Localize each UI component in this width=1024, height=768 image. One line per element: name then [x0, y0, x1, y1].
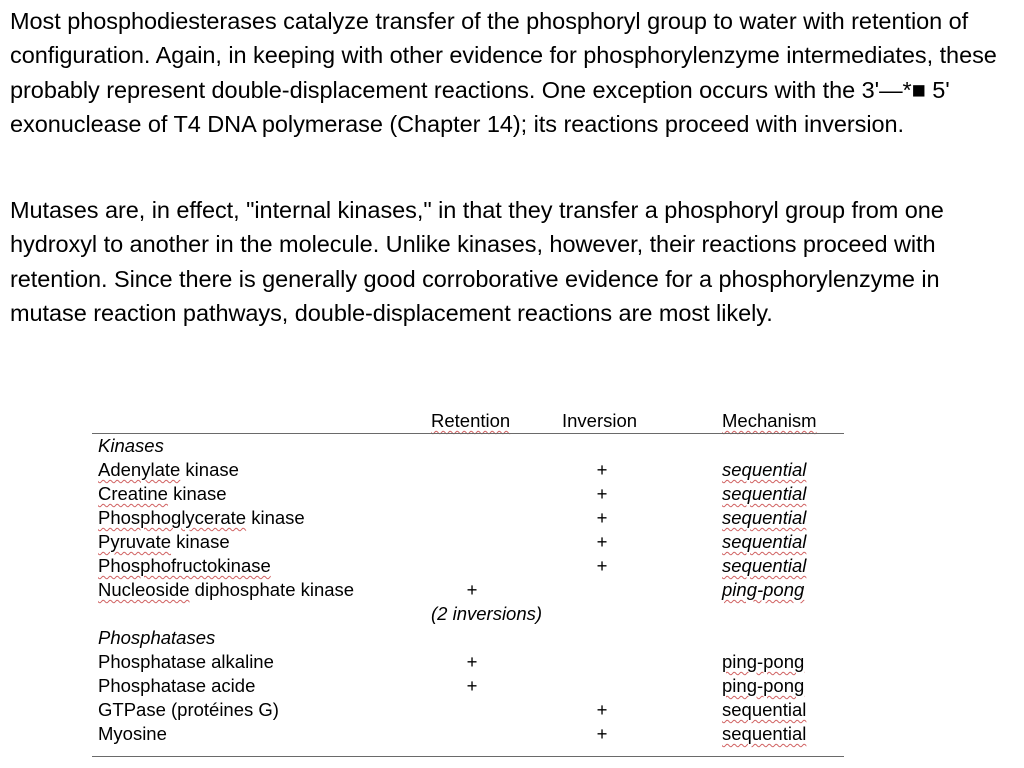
table-row [92, 531, 844, 555]
retention-mark: + [466, 579, 478, 600]
paragraph-phosphodiesterases: Most phosphodiesterases catalyze transfer of the phosphoryl group to water with retention of configuration. Again, in keeping with other evidence for phosphorylenzyme intermediates, these probably represent double-displacement reactions. One exception occurs with the 3'—*■ 5' exonuclease of T4 DNA polymerase (Chapter 14); its reactions proceed with inversion. [10, 8, 997, 138]
table-row [92, 675, 844, 699]
table-row [92, 459, 844, 483]
mechanism-value: sequential [722, 459, 807, 480]
mechanism-value: ping-pong [722, 675, 805, 696]
enzyme-name: Phosphatase alkaline [98, 651, 274, 672]
enzyme-name: Myosine [98, 723, 167, 744]
enzyme-name: Phosphofructokinase [98, 555, 271, 576]
section-title-phosphatases: Phosphatases [98, 627, 216, 648]
enzyme-name: Phosphatase acide [98, 675, 256, 696]
inversion-mark: + [596, 459, 608, 480]
header-mechanism: Mechanism [722, 410, 817, 431]
enzyme-name: Pyruvate kinase [98, 531, 230, 552]
mechanism-value: sequential [722, 555, 807, 576]
section-title-row [92, 435, 844, 459]
table-row [92, 555, 844, 579]
note-row [92, 603, 844, 627]
enzyme-name: Creatine kinase [98, 483, 227, 504]
table-bottom-rule [92, 756, 844, 757]
table-row [92, 507, 844, 531]
table-row [92, 483, 844, 507]
header-retention: Retention [431, 410, 511, 431]
mechanism-value: sequential [722, 699, 807, 720]
mechanism-value: sequential [722, 507, 807, 528]
inversion-mark: + [596, 531, 608, 552]
mechanism-value: ping-pong [722, 579, 805, 600]
inversion-mark: + [596, 507, 608, 528]
inversion-mark: + [596, 483, 608, 504]
mechanism-value: sequential [722, 723, 807, 744]
retention-mark: + [466, 675, 478, 696]
inversion-mark: + [596, 699, 608, 720]
enzyme-name: GTPase (protéines G) [98, 699, 279, 720]
table-row [92, 579, 844, 603]
enzyme-name: Adenylate kinase [98, 459, 239, 480]
inversion-mark: + [596, 555, 608, 576]
paragraph-mutases: Mutases are, in effect, "internal kinases," in that they transfer a phosphoryl group from one hydroxyl to another in the molecule. Unlike kinases, however, their reactions proceed with retention. Since there is generally good corroborative evidence for a phosphorylenzyme in mutase reaction pathways, double-displacement reactions are most likely. [10, 197, 944, 327]
inversion-mark: + [596, 723, 608, 744]
table-row [92, 699, 844, 723]
enzyme-name: Nucleoside diphosphate kinase [98, 579, 355, 600]
enzyme-name: Phosphoglycerate kinase [98, 507, 305, 528]
stereochemistry-table [92, 408, 844, 758]
header-inversion: Inversion [562, 410, 638, 431]
table-row [92, 723, 844, 747]
section-title-kinases: Kinases [98, 435, 164, 456]
mechanism-value: sequential [722, 531, 807, 552]
section-title-row [92, 627, 844, 651]
table-row [92, 651, 844, 675]
header-divider [92, 433, 844, 434]
mechanism-value: sequential [722, 483, 807, 504]
mechanism-value: ping-pong [722, 651, 805, 672]
inversions-note: (2 inversions) [431, 603, 543, 624]
retention-mark: + [466, 651, 478, 672]
